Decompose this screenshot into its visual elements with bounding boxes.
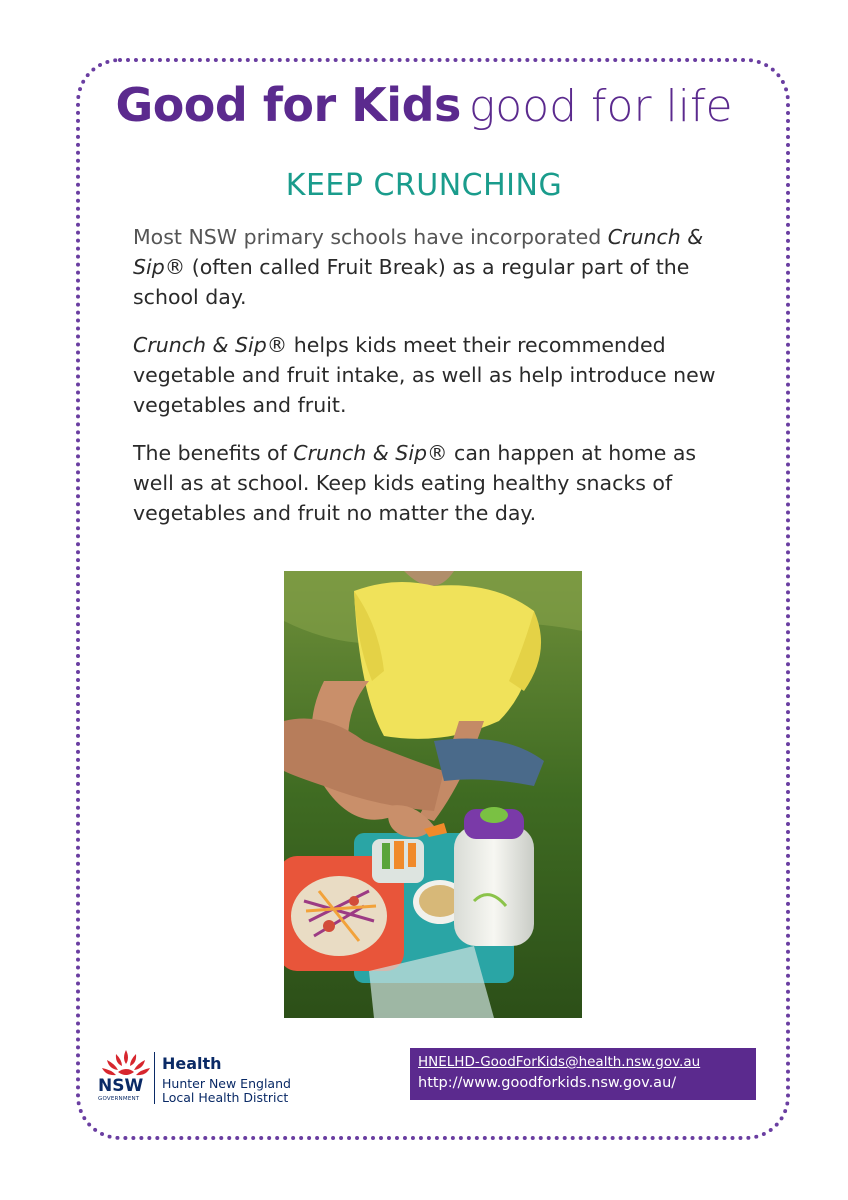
paragraph-2 <box>133 330 733 420</box>
p1-emphasis: Crunch & Sip <box>133 225 704 279</box>
contact-box <box>410 1048 756 1100</box>
title-bold: Good for Kids <box>115 78 461 132</box>
title-light: good for life <box>468 81 733 132</box>
waratah-icon <box>100 1048 152 1078</box>
district-line-1: Hunter New England <box>162 1076 291 1091</box>
child-lunchbox-photo <box>284 571 582 1018</box>
page-title <box>0 78 848 132</box>
nsw-health-logo <box>98 1048 328 1108</box>
government-wordmark: GOVERNMENT <box>98 1096 140 1102</box>
website-link[interactable]: http://www.goodforkids.nsw.gov.au/ <box>418 1075 677 1091</box>
paragraph-1 <box>133 222 733 312</box>
nsw-wordmark: NSW <box>98 1076 144 1096</box>
body-text <box>133 222 733 546</box>
p2-text-b: ® helps kids meet their recommended vegetable and fruit intake, as well as help introduce new vegetables and fruit. <box>133 333 716 417</box>
email-link[interactable]: HNELHD-GoodForKids@health.nsw.gov.au <box>418 1054 701 1070</box>
paragraph-3 <box>133 438 733 528</box>
p3-text-a: The benefits of <box>133 441 294 465</box>
p1-text-c: ® (often called Fruit Break) as a regular part of the school day. <box>133 255 690 309</box>
section-heading: KEEP CRUNCHING <box>285 168 563 203</box>
health-label: Health <box>162 1054 222 1073</box>
p3-text-c: ® can happen at home as well as at school. Keep kids eating healthy snacks of vegetables and fruit no matter the day. <box>133 441 697 525</box>
p3-emphasis: Crunch & Sip <box>293 441 428 465</box>
p2-emphasis: Crunch & Sip <box>133 333 267 357</box>
district-line-2: Local Health District <box>162 1090 289 1105</box>
logo-divider <box>154 1052 155 1104</box>
p1-text-a: Most NSW primary schools have incorporated <box>133 225 608 249</box>
